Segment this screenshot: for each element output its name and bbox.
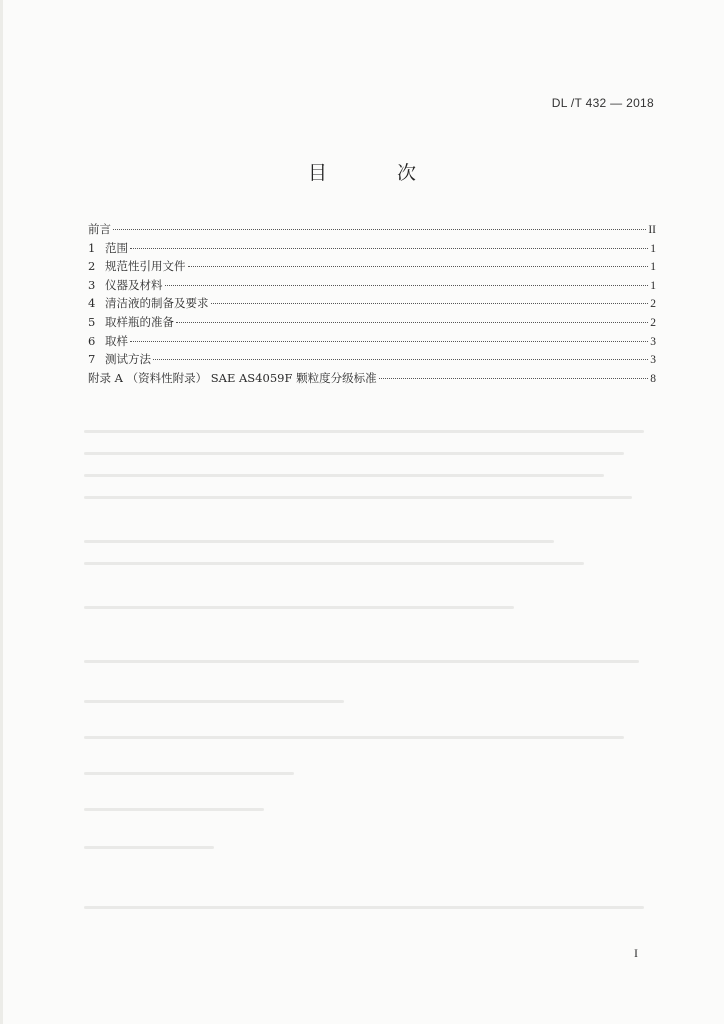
standard-code: DL /T 432 — 2018 [551,96,654,110]
toc-entry-label: 仪器及材料 [105,277,163,292]
toc-entry-page: 1 [650,279,656,292]
toc-entry-page: 1 [650,242,656,255]
bleed-through-line [84,846,214,849]
dot-leader [188,266,649,267]
toc-entry-page: 3 [650,354,656,367]
dot-leader [211,303,649,304]
toc-entry-appendix-a[interactable] [88,369,656,388]
toc-entry-number: 7 [88,352,96,367]
toc-entry-foreword[interactable] [88,220,656,239]
toc-entry-sampling[interactable] [88,332,656,351]
bleed-through-line [84,430,644,433]
toc-entry-instruments[interactable] [88,276,656,295]
bleed-through-line [84,700,344,703]
toc-entry-page: 8 [650,372,656,385]
toc-entry-page: 3 [650,335,656,348]
page-number: I [634,946,638,960]
toc-entry-test-method[interactable] [88,350,656,369]
dot-leader [379,378,649,379]
table-of-contents [88,220,656,387]
bleed-through-line [84,452,624,455]
toc-entry-label: 取样瓶的准备 [105,314,174,329]
bleed-through-line [84,496,632,499]
toc-entry-page: 1 [650,261,656,274]
bleed-through-line [84,562,584,565]
bleed-through-line [84,540,554,543]
toc-entry-page: II [648,224,656,236]
scan-edge [0,0,3,1024]
toc-entry-cleaning-fluid[interactable] [88,294,656,313]
bleed-through-line [84,808,264,811]
toc-entry-label: 前言 [88,222,111,236]
toc-entry-number: 1 [88,240,96,255]
toc-entry-page: 2 [650,316,656,329]
toc-entry-number: 4 [88,296,96,311]
bleed-through-line [84,906,644,909]
toc-entry-label: 附录 A （资料性附录） SAE AS4059F 颗粒度分级标准 [88,370,377,385]
bleed-through-line [84,474,604,477]
toc-entry-sample-bottle[interactable] [88,313,656,332]
dot-leader [153,359,648,360]
toc-entry-page: 2 [650,298,656,311]
toc-entry-scope[interactable] [88,239,656,258]
toc-entry-label: 取样 [105,333,128,348]
page-title: 目 次 [307,162,449,184]
bleed-through-line [84,772,294,775]
toc-entry-label: 规范性引用文件 [105,259,186,274]
dot-leader [165,285,649,286]
dot-leader [176,322,648,323]
dot-leader [113,229,646,230]
toc-entry-number: 5 [88,314,96,329]
dot-leader [130,341,648,342]
toc-entry-label: 范围 [105,240,128,255]
toc-entry-number: 2 [88,259,96,274]
bleed-through-line [84,736,624,739]
bleed-through-line [84,606,514,609]
toc-entry-label: 清洁液的制备及要求 [105,296,209,311]
toc-entry-label: 测试方法 [105,352,151,367]
toc-entry-number: 3 [88,277,96,292]
toc-entry-number: 6 [88,333,96,348]
dot-leader [130,248,648,249]
toc-entry-normative-references[interactable] [88,257,656,276]
bleed-through-line [84,660,639,663]
